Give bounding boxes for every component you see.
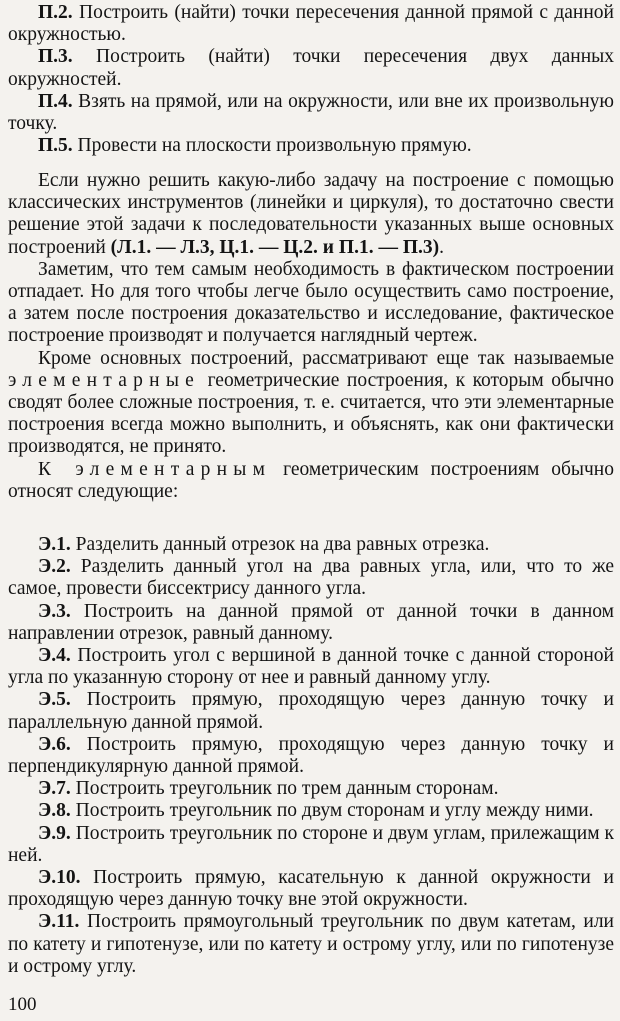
spaced-term: элементарные: [8, 369, 201, 391]
elementary-item-e5: [8, 689, 614, 733]
item-code: Э.4.: [38, 645, 71, 667]
item-text: Построить угол с вершиной в данной точке с данной стороной угла по указанную сторону от нее и равный данному углу.: [8, 645, 614, 689]
elementary-item-e7: [8, 778, 614, 800]
item-code: П.2.: [38, 2, 73, 23]
item-text: Построить на данной прямой от данной точки в данном направлении отрезок, равный данному.: [8, 600, 614, 644]
item-code: Э.3.: [38, 600, 71, 622]
intro-paragraph: [8, 170, 614, 259]
construction-item-p3: [8, 46, 614, 90]
elementary-list-intro: [8, 459, 614, 503]
elementary-intro-paragraph: [8, 348, 614, 459]
item-code: Э.5.: [38, 689, 71, 711]
item-code: Э.8.: [38, 800, 71, 822]
elementary-item-e10: [8, 867, 614, 911]
item-code: П.4.: [38, 90, 73, 112]
intro-end: .: [439, 236, 444, 258]
remark-paragraph: Заметим, что тем самым необходимость в фактическом построении отпадает. Но для того чтобы легче было осуществить само построение, а затем после построения доказательство и исследование, фактическое построение производят и получается наглядный чертеж.: [8, 258, 614, 347]
paragraph-text: геометрические построения, к которым обычно сводят более сложные построения, т. е. считается, что эти элементарные построения всегда можно выполнить, и объяснять, как они фактически производятся, не принято.: [8, 369, 614, 458]
item-text: Построить треугольник по стороне и двум углам, прилежащим к ней.: [8, 822, 614, 866]
elementary-item-e8: [8, 800, 614, 822]
item-text: Построить (найти) точки пересечения двух данных окружностей.: [8, 46, 614, 90]
item-code: Э.6.: [38, 733, 71, 755]
elementary-list: [8, 534, 614, 978]
item-code: Э.9.: [38, 822, 71, 844]
paragraph-text: Кроме основных построений, рассматривают еще так называемые: [38, 347, 614, 369]
item-code: Э.7.: [38, 778, 71, 800]
main-text: [8, 170, 614, 503]
construction-item-p2: [8, 2, 614, 46]
item-code: Э.10.: [38, 867, 81, 889]
elementary-item-e11: [8, 911, 614, 978]
elementary-item-e1: [8, 534, 614, 556]
item-text: Построить прямую, проходящую через данную точку и параллельную данной прямой.: [8, 689, 614, 733]
item-text: Разделить данный угол на два равных угла, или, что то же самое, провести биссектрису данного угла.: [8, 556, 614, 600]
item-text: Построить треугольник по трем данным сторонам.: [70, 778, 499, 800]
item-code: П.3.: [38, 46, 73, 68]
intro-text: Если нужно решить какую-либо задачу на построение с помощью классических инструментов (линейки и циркуля), то достаточно свести решение этой задачи к последовательности указанных выше основных построений: [8, 170, 614, 258]
item-text: Взять на прямой, или на окружности, или вне их произвольную точку.: [8, 90, 614, 135]
elementary-item-e3: [8, 601, 614, 645]
construction-item-p4: [8, 91, 614, 135]
item-code: П.5.: [38, 135, 73, 157]
item-text: Построить прямую, касательную к данной окружности и проходящую через данную точку вне этой окружности.: [8, 867, 614, 911]
paragraph-text: геометрическим построениям обычно относят следующие:: [8, 458, 614, 502]
item-text: Провести на плоскости произвольную прямую.: [72, 135, 472, 157]
item-code: Э.1.: [38, 534, 71, 555]
elementary-item-e9: [8, 823, 614, 867]
item-text: Построить прямую, проходящую через данную точку и перпендикулярную данной прямой.: [8, 733, 614, 778]
item-text: Построить треугольник по двум сторонам и углу между ними.: [70, 800, 594, 822]
spaced-term: К элементарным: [38, 458, 272, 480]
elementary-item-e6: [8, 734, 614, 778]
page-number: 100: [8, 994, 37, 1015]
item-text: Построить прямоугольный треугольник по двум катетам, или по катету и гипотенузе, или по катету и острому углу, или по гипотенузе и острому углу.: [8, 911, 614, 977]
elementary-item-e2: [8, 556, 614, 600]
item-text: Разделить данный отрезок на два равных отрезка.: [70, 534, 490, 555]
item-code: Э.11.: [38, 911, 80, 933]
elementary-item-e4: [8, 645, 614, 689]
construction-list: [8, 2, 614, 157]
item-code: Э.2.: [38, 556, 71, 578]
intro-reference: (Л.1. — Л.3, Ц.1. — Ц.2. и П.1. — П.3): [110, 236, 440, 258]
construction-item-p5: [8, 135, 614, 157]
item-text: Построить (найти) точки пересечения данной прямой с данной окружностью.: [8, 2, 614, 46]
